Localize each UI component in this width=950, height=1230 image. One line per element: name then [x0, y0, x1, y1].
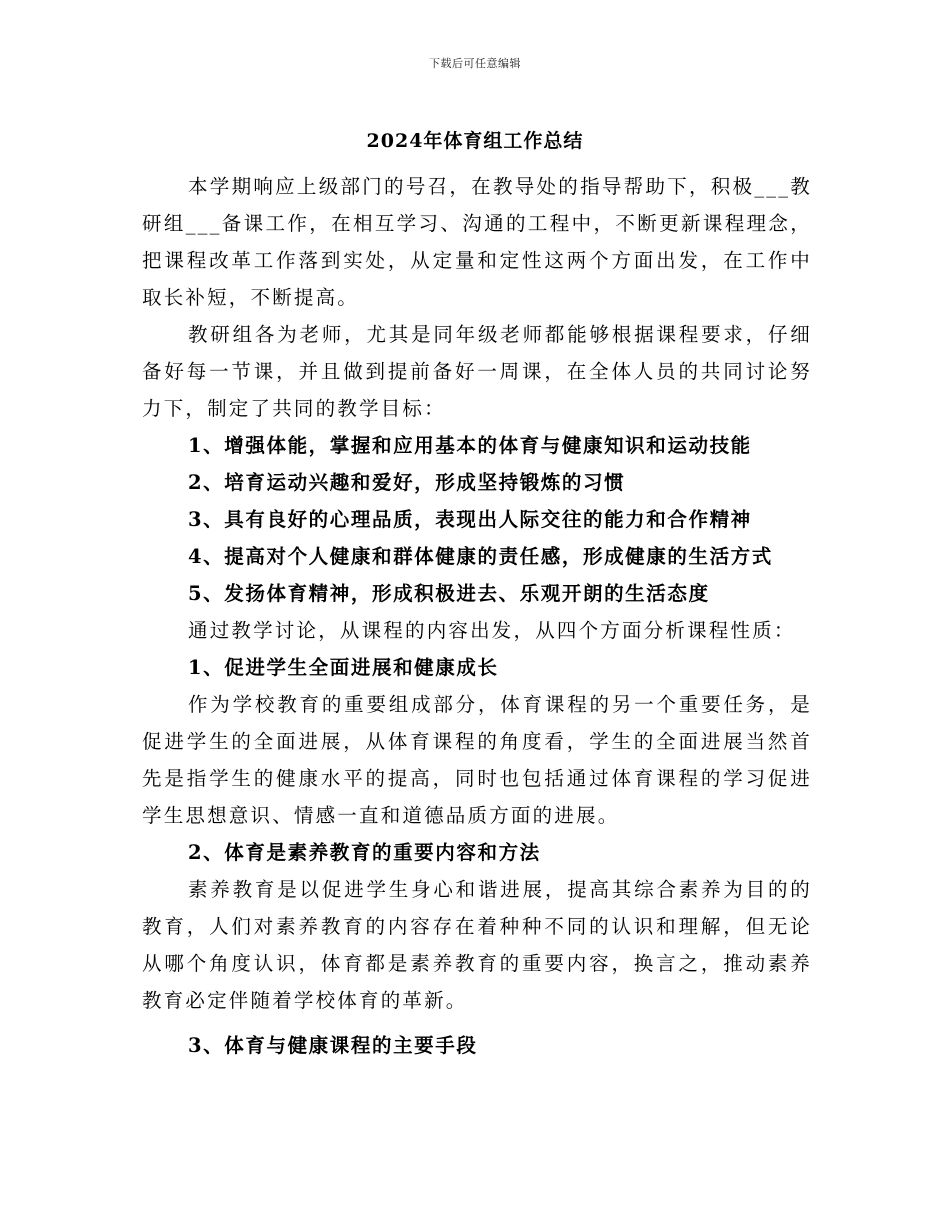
section-paragraph: 素养教育是以促进学生身心和谐进展，提高其综合素养为目的的教育，人们对素养教育的内容存在着种种不同的认识和理解，但无论从哪个角度认识，体育都是素养教育的重要内容，换言之，推动素养教育必定伴随着学校体育的革新。 [142, 878, 812, 1012]
goal-item: 3、具有良好的心理品质，表现出人际交往的能力和合作精神 [188, 508, 752, 531]
paragraph-team: 教研组各为老师，尤其是同年级老师都能够根据课程要求，仔细备好每一节课，并且做到提前备好一周课，在全体人员的共同讨论努力下，制定了共同的教学目标： [142, 323, 812, 420]
section-heading: 2、体育是素养教育的重要内容和方法 [188, 841, 541, 864]
paragraph-intro: 本学期响应上级部门的号召，在教导处的指导帮助下，积极___教研组___备课工作，在相互学习、沟通的工程中，不断更新课程理念，把课程改革工作落到实处，从定量和定性这两个方面出发，在工作中取长补短，不断提高。 [142, 175, 812, 309]
section-heading: 3、体育与健康课程的主要手段 [188, 1034, 478, 1057]
goal-item: 2、培育运动兴趣和爱好，形成坚持锻炼的习惯 [188, 471, 626, 494]
goal-item: 5、发扬体育精神，形成积极进去、乐观开朗的生活态度 [188, 582, 710, 605]
paragraph-analysis-intro: 通过教学讨论，从课程的内容出发，从四个方面分析课程性质： [188, 619, 796, 642]
section-heading: 1、促进学生全面进展和健康成长 [188, 656, 499, 679]
document-body [142, 168, 812, 1064]
goal-item: 4、提高对个人健康和群体健康的责任感，形成健康的生活方式 [188, 545, 773, 568]
section-paragraph: 作为学校教育的重要组成部分，体育课程的另一个重要任务，是促进学生的全面进展，从体育课程的角度看，学生的全面进展当然首先是指学生的健康水平的提高，同时也包括通过体育课程的学习促进学生思想意识、情感一直和道德品质方面的进展。 [142, 693, 812, 827]
document-title: 2024年体育组工作总结 [366, 130, 584, 152]
page-header-note: 下载后可任意编辑 [429, 57, 521, 70]
goal-item: 1、增强体能，掌握和应用基本的体育与健康知识和运动技能 [188, 434, 752, 457]
